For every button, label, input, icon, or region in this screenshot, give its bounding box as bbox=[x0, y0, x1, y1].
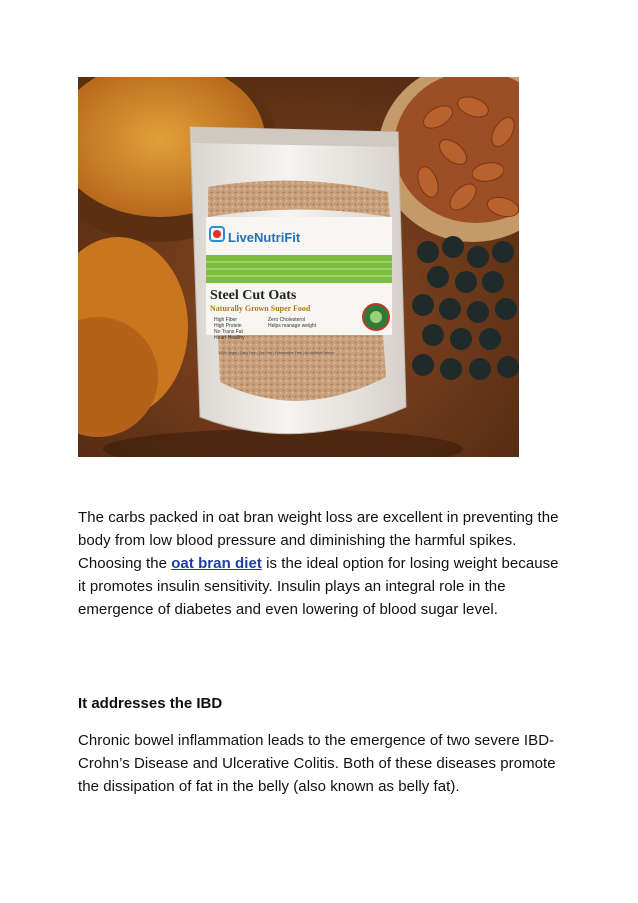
section-heading-ibd: It addresses the IBD bbox=[78, 695, 223, 712]
benefit-4: No Trans Fat bbox=[214, 329, 243, 335]
package-brand: LiveNutriFit bbox=[228, 230, 301, 245]
package-footer: 100% Vegan | Dairy Free | Soy Free | Preservative Free | No Artificial Flavors bbox=[218, 351, 334, 355]
package-product: Steel Cut Oats bbox=[210, 288, 297, 303]
paragraph-oat-bran bbox=[78, 506, 568, 621]
benefit-0: High Fiber bbox=[214, 317, 238, 323]
p1-text-before: The carbs packed in oat bran weight loss are excellent in preventing the body from low blood pressure and diminishing the harmful spikes. Choosing the bbox=[78, 509, 559, 572]
benefit-3: Helps manage weight bbox=[268, 323, 317, 329]
package-tagline: Naturally Grown Super Food bbox=[210, 304, 311, 313]
benefit-5: Heart Healthy bbox=[214, 335, 245, 341]
oat-bran-diet-link[interactable]: oat bran diet bbox=[171, 555, 262, 572]
benefit-2: Zero Cholesterol bbox=[268, 317, 305, 323]
benefit-1: High Protein bbox=[214, 323, 242, 329]
product-photo bbox=[78, 77, 519, 457]
paragraph-ibd: Chronic bowel inflammation leads to the emergence of two severe IBD- Crohn’s Disease and Ulcerative Colitis. Both of these diseases promote the dissipation of fat in the belly (also known as belly fat). bbox=[78, 732, 556, 795]
p1-text-after: is the ideal option for losing weight because it promotes insulin sensitivity. Insulin plays an integral role in the emergence of diabetes and even lowering of blood sugar level. bbox=[78, 555, 559, 618]
